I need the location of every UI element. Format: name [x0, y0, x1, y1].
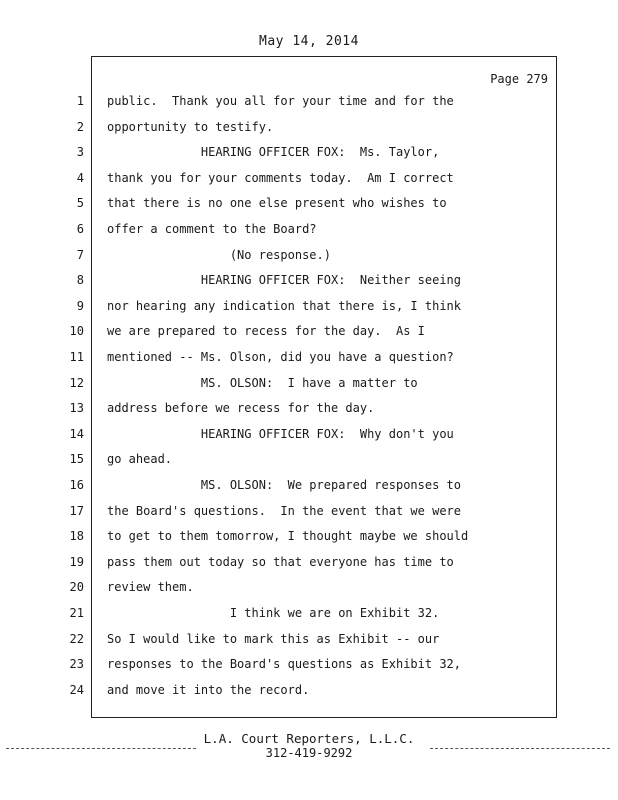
line-text: (No response.)	[107, 247, 331, 262]
line-text: pass them out today so that everyone has time to	[107, 554, 454, 569]
line-text: the Board's questions. In the event that we were	[107, 503, 462, 518]
line-number: 7	[76, 247, 84, 262]
line-text: MS. OLSON: We prepared responses to	[107, 478, 462, 492]
line-number: 9	[76, 298, 84, 313]
line-number: 15	[69, 452, 84, 467]
line-number: 1	[76, 94, 84, 108]
line-number: 19	[69, 554, 84, 569]
line-text: we are prepared to recess for the day. As I	[107, 324, 425, 339]
line-text: go ahead.	[107, 452, 173, 467]
line-number: 16	[69, 478, 84, 492]
line-number: 12	[69, 375, 84, 390]
line-text: address before we recess for the day.	[107, 401, 375, 416]
line-text: to get to them tomorrow, I thought maybe we should	[107, 529, 469, 544]
line-text: public. Thank you all for your time and for the	[107, 94, 454, 108]
line-text: responses to the Board's questions as Exhibit 32,	[107, 657, 462, 672]
line-number: 23	[69, 657, 84, 672]
line-text: HEARING OFFICER FOX: Neither seeing	[107, 273, 462, 288]
line-number: 6	[76, 222, 84, 236]
footer-firm-name: L.A. Court Reporters, L.L.C.	[203, 731, 415, 746]
page-number: Page 279	[490, 72, 548, 86]
line-number: 22	[69, 631, 84, 646]
line-text: offer a comment to the Board?	[107, 222, 317, 236]
line-text: So I would like to mark this as Exhibit -- our	[107, 631, 440, 646]
line-number: 21	[69, 606, 84, 620]
line-text: thank you for your comments today. Am I correct	[107, 170, 454, 185]
line-number: 14	[69, 426, 84, 441]
footer-divider-right	[430, 748, 610, 749]
line-number: 17	[69, 503, 84, 518]
line-number: 2	[76, 119, 84, 134]
footer-phone: 312-419-9292	[265, 746, 353, 760]
line-number: 24	[69, 682, 84, 697]
line-text: opportunity to testify.	[107, 119, 274, 134]
line-text: HEARING OFFICER FOX: Ms. Taylor,	[107, 145, 440, 160]
line-number: 8	[76, 273, 84, 288]
line-text: and move it into the record.	[107, 682, 310, 697]
line-text: nor hearing any indication that there is, I think	[107, 298, 462, 313]
line-text: review them.	[107, 580, 194, 595]
line-number: 5	[76, 196, 84, 211]
line-number: 11	[69, 350, 84, 364]
line-text: mentioned -- Ms. Olson, did you have a question?	[107, 350, 454, 364]
line-number: 20	[69, 580, 84, 595]
line-text: I think we are on Exhibit 32.	[107, 606, 440, 620]
line-number: 10	[69, 324, 84, 339]
line-text: MS. OLSON: I have a matter to	[107, 375, 418, 390]
line-text: HEARING OFFICER FOX: Why don't you	[107, 426, 454, 441]
line-number: 4	[76, 170, 84, 185]
header-date: May 14, 2014	[259, 34, 359, 49]
line-number: 3	[76, 145, 84, 160]
line-text: that there is no one else present who wishes to	[107, 196, 447, 211]
line-number: 18	[69, 529, 84, 544]
line-number: 13	[69, 401, 84, 416]
